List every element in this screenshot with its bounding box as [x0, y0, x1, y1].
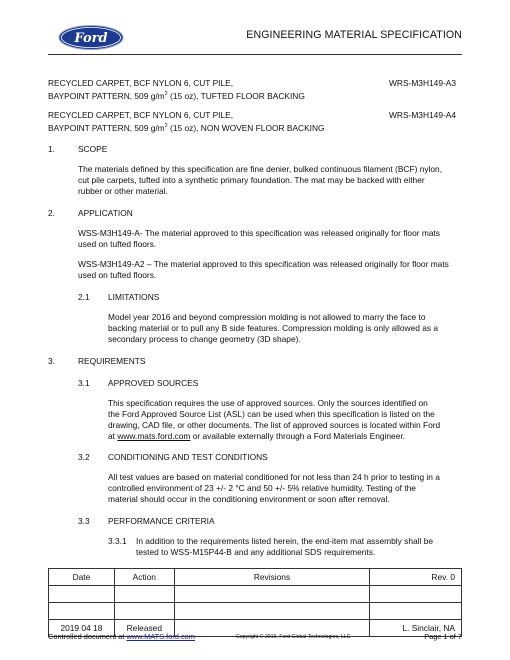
- approved-sources-line-3: drawing, CAD file, or other documents. The list of approved sources is located within Ford: [108, 420, 441, 430]
- approved-sources-line-2: the Ford Approved Source List (ASL) can be used when this specification is listed on the: [108, 409, 435, 419]
- section-3-1-number: 3.1: [78, 378, 90, 388]
- material-1-line1: RECYCLED CARPET, BCF NYLON 6, CUT PILE,: [48, 78, 234, 88]
- scope-line-1: The materials defined by this specification are fine denier, bulked continuous filament (BCF) nylon,: [78, 164, 443, 174]
- performance-line-2: tested to WSS-M15P44-B and any additional SDS requirements.: [136, 547, 376, 557]
- revision-header-rev: Rev. 0: [370, 569, 462, 586]
- section-2-title: APPLICATION: [78, 208, 133, 218]
- table-row: [49, 586, 462, 603]
- section-3-3-1-number: 3.3.1: [108, 536, 127, 546]
- section-2-1-title: LIMITATIONS: [108, 292, 160, 302]
- application-para2-line2: used on tufted floors.: [78, 270, 157, 280]
- material-2-code: WRS-M3H149-A4: [389, 110, 457, 120]
- table-row: [49, 603, 462, 620]
- revision-date: [49, 603, 115, 620]
- revision-action: [114, 603, 174, 620]
- footer-mats-link[interactable]: www.MATS.ford.com: [126, 632, 195, 641]
- limitations-line-2: backing material or to pull any B side features. Compression molding is only allowed as a: [108, 323, 439, 333]
- section-3-title: REQUIREMENTS: [78, 356, 146, 366]
- revision-header-revisions: Revisions: [174, 569, 369, 586]
- scope-line-2: cut pile carpets, tufted into a synthetic primary foundation. The mat may be backed with either: [78, 175, 425, 185]
- approved-sources-line-4: at www.mats.ford.com or available externally through a Ford Materials Engineer.: [108, 431, 405, 441]
- application-para2-line1: WSS-M3H149-A2 – The material approved to this specification was released originally for floor mats: [78, 259, 449, 269]
- section-3-3-title: PERFORMANCE CRITERIA: [108, 516, 215, 526]
- revision-header-date: Date: [49, 569, 115, 586]
- footer-controlled: Controlled document at www.MATS.ford.com: [48, 632, 195, 641]
- section-2-number: 2.: [48, 208, 55, 218]
- section-1-number: 1.: [48, 144, 55, 154]
- section-3-2-title: CONDITIONING AND TEST CONDITIONS: [108, 452, 268, 462]
- limitations-line-1: Model year 2016 and beyond compression molding is not allowed to marry the face to: [108, 312, 426, 322]
- conditioning-line-2: controlled environment of 23 +/- 2 °C and 50 +/- 5% relative humidity. Testing of the: [108, 483, 416, 493]
- revision-date: [49, 586, 115, 603]
- footer-copyright: Copyright © 2019, Ford Global Technologies, LLC: [236, 634, 351, 640]
- material-1-code: WRS-M3H149-A3: [389, 78, 457, 88]
- revision-action: Released: [114, 620, 174, 637]
- revision-header-action: Action: [114, 569, 174, 586]
- material-2-line1: RECYCLED CARPET, BCF NYLON 6, CUT PILE,: [48, 110, 234, 120]
- revision-text: [174, 603, 369, 620]
- limitations-line-3: secondary process to change geometry (3D shape).: [108, 334, 301, 344]
- revision-action: [114, 586, 174, 603]
- application-para1-line1: WSS-M3H149-A- The material approved to this specification was released originally for floor mats: [78, 228, 440, 238]
- approved-sources-line-1: This specification requires the use of approved sources. Only the sources identified on: [108, 398, 428, 408]
- ford-logo: [58, 25, 124, 50]
- footer-page-number: Page 1 of 7: [424, 632, 462, 641]
- revision-author: L. Sinclair, NA: [370, 620, 462, 637]
- section-1-title: SCOPE: [78, 144, 108, 154]
- section-3-1-title: APPROVED SOURCES: [108, 378, 199, 388]
- material-1-line2: BAYPOINT PATTERN, 509 $g/m^2$ (15 oz), TUFTED FLOOR BACKING: [48, 90, 305, 101]
- performance-line-1: In addition to the requirements listed herein, the end-item mat assembly shall be: [136, 536, 434, 546]
- material-2-line2: BAYPOINT PATTERN, 509 $g/m^2$ (15 oz), NON WOVEN FLOOR BACKING: [48, 122, 325, 133]
- mats-link[interactable]: www.mats.ford.com: [117, 431, 191, 441]
- application-para1-line2: used on tufted floors.: [78, 239, 157, 249]
- section-2-1-number: 2.1: [78, 292, 90, 302]
- logo-text: Ford: [74, 31, 108, 46]
- revision-table: [48, 568, 462, 637]
- document-title: ENGINEERING MATERIAL SPECIFICATION: [246, 29, 462, 41]
- header-rule: [48, 54, 462, 55]
- scope-line-3: rubber or other material.: [78, 186, 168, 196]
- conditioning-line-3: material should occur in the conditioning environment or soon after removal.: [108, 494, 390, 504]
- section-3-3-number: 3.3: [78, 516, 90, 526]
- section-3-number: 3.: [48, 356, 55, 366]
- revision-header-row: [49, 569, 462, 586]
- revision-text: [174, 586, 369, 603]
- revision-author: [370, 586, 462, 603]
- conditioning-line-1: All test values are based on material conditioned for not less than 24 h prior to testing in a: [108, 472, 440, 482]
- section-3-2-number: 3.2: [78, 452, 90, 462]
- revision-date: 2019 04 18: [49, 620, 115, 637]
- revision-author: [370, 603, 462, 620]
